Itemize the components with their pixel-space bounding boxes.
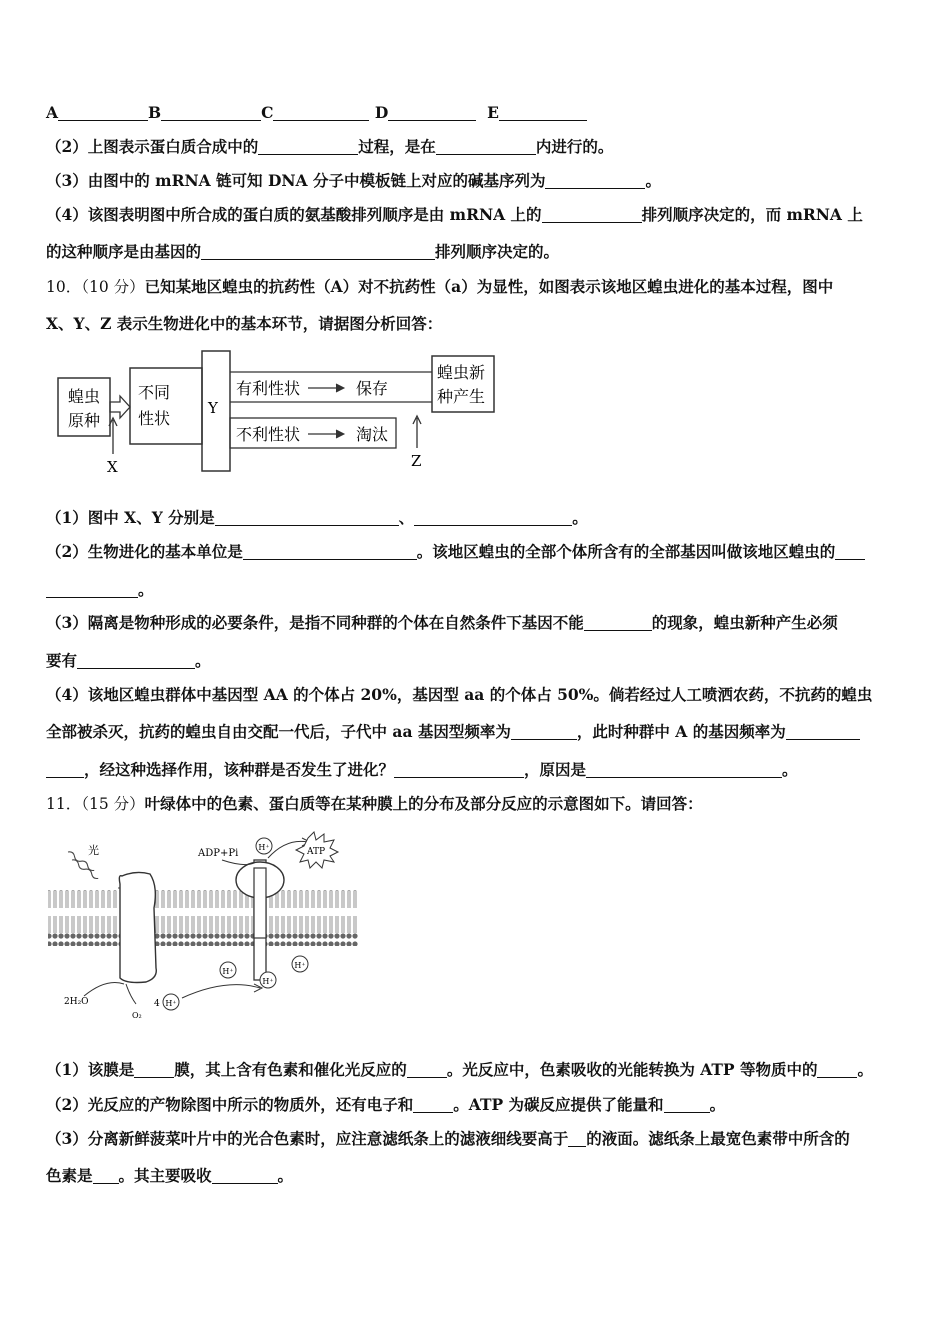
hollow-arrow-icon bbox=[110, 396, 130, 418]
answer-blank[interactable] bbox=[542, 207, 642, 223]
water-label: 2H₂O bbox=[64, 997, 89, 1007]
q10-stem bbox=[46, 277, 833, 297]
text: 过程，是在 bbox=[358, 137, 436, 156]
text: 。 bbox=[645, 171, 661, 190]
q11-part1 bbox=[46, 1060, 873, 1080]
q10-part2 bbox=[46, 542, 865, 562]
blank-label-c: C bbox=[261, 103, 274, 122]
answer-blank[interactable] bbox=[215, 510, 399, 526]
q10-part3-cont bbox=[46, 651, 211, 671]
question-stem: X、Y、Z 表示生物进化中的基本环节，请据图分析回答： bbox=[46, 314, 443, 333]
text: 的这种顺序是由基因的 bbox=[46, 242, 202, 261]
good-trait-label: 有利性状 bbox=[236, 379, 301, 398]
answer-blank[interactable] bbox=[407, 1062, 447, 1078]
text: 。 bbox=[857, 1060, 873, 1079]
answer-blank[interactable] bbox=[499, 105, 587, 121]
text: （1）该膜是 bbox=[46, 1060, 135, 1079]
answer-blank[interactable] bbox=[243, 544, 417, 560]
new-species-label-1: 蝗虫新 bbox=[437, 363, 486, 382]
label-x: X bbox=[107, 458, 118, 476]
text: 全部被杀灭，抗药的蝗虫自由交配一代后，子代中 aa 基因型频率为 bbox=[46, 722, 511, 741]
q11-part2 bbox=[46, 1095, 725, 1115]
text: 。ATP 为碳反应提供了能量和 bbox=[453, 1095, 664, 1114]
text: 。 bbox=[572, 508, 588, 527]
evolution-process-diagram bbox=[50, 346, 510, 476]
text: 。 bbox=[277, 1166, 294, 1185]
answer-blank[interactable] bbox=[568, 1131, 586, 1147]
text: 内进行的。 bbox=[535, 137, 614, 156]
q9-part4-cont bbox=[46, 242, 559, 262]
q11-part3 bbox=[46, 1129, 850, 1149]
text: （2）光反应的产物除图中所示的物质外，还有电子和 bbox=[46, 1095, 414, 1114]
answer-blank[interactable] bbox=[394, 762, 524, 778]
text: 。其主要吸收 bbox=[118, 1166, 212, 1185]
text: 。 bbox=[195, 651, 211, 670]
question-stem: 已知某地区蝗虫的抗药性（A）对不抗药性（a）为显性，如图表示该地区蝗虫进化的基本过程，图中 bbox=[144, 277, 834, 296]
q10-part3 bbox=[46, 613, 838, 633]
text: 的现象，蝗虫新种产生必须 bbox=[651, 613, 838, 632]
traits-box-label-2: 性状 bbox=[138, 409, 171, 428]
proton-label: H⁺ bbox=[165, 999, 177, 1008]
q9-part3 bbox=[46, 171, 661, 191]
text: 的液面。滤纸条上最宽色素带中所含的 bbox=[586, 1129, 850, 1148]
answer-blank[interactable] bbox=[414, 510, 572, 526]
text: ，原因是 bbox=[524, 760, 587, 779]
text: （4）该地区蝗虫群体中基因型 AA 的个体占 20%，基因型 aa 的个体占 50%。倘若经过人工喷洒农药，不抗药的蝗虫 bbox=[46, 685, 873, 704]
label-z: Z bbox=[411, 452, 422, 470]
answer-blank[interactable] bbox=[511, 724, 577, 740]
blank-label-a: A bbox=[46, 103, 59, 122]
text: （3）隔离是物种形成的必要条件，是指不同种群的个体在自然条件下基因不能 bbox=[46, 613, 584, 632]
oxygen-label: O₂ bbox=[132, 1011, 142, 1020]
answer-blank[interactable] bbox=[201, 244, 435, 260]
answer-blank[interactable] bbox=[273, 105, 369, 121]
q9-blanks-row bbox=[46, 103, 587, 123]
text: 。 bbox=[138, 580, 154, 599]
text: 。该地区蝗虫的全部个体所含有的全部基因叫做该地区蝗虫的 bbox=[416, 542, 836, 561]
keep-label: 保存 bbox=[356, 379, 389, 398]
question-number: 10． bbox=[46, 278, 82, 296]
q11-part3-cont bbox=[46, 1166, 293, 1186]
origin-box-label-2: 原种 bbox=[67, 411, 101, 430]
proton-count-label: 4 bbox=[154, 999, 160, 1009]
text: 。 bbox=[709, 1095, 726, 1114]
text: 。光反应中，色素吸收的光能转换为 ATP 等物质中的 bbox=[446, 1060, 818, 1079]
answer-blank[interactable] bbox=[835, 544, 865, 560]
text: 色素是 bbox=[46, 1166, 93, 1185]
answer-blank[interactable] bbox=[258, 139, 358, 155]
text: 。 bbox=[782, 760, 798, 779]
q9-part4 bbox=[46, 205, 863, 225]
text: 、 bbox=[398, 508, 415, 527]
new-species-label-2: 种产生 bbox=[437, 387, 486, 406]
label-y: Y bbox=[208, 399, 218, 417]
origin-box-label-1: 蝗虫 bbox=[67, 387, 101, 406]
text: 膜，其上含有色素和催化光反应的 bbox=[174, 1060, 407, 1079]
question-number: 11． bbox=[46, 795, 82, 813]
text: （4）该图表明图中所合成的蛋白质的氨基酸排列顺序是由 mRNA 上的 bbox=[46, 205, 542, 224]
text: ，经这种选择作用，该种群是否发生了进化？ bbox=[84, 760, 395, 779]
answer-blank[interactable] bbox=[58, 105, 148, 121]
light-label: 光 bbox=[88, 844, 99, 857]
question-score: （10 分） bbox=[81, 278, 145, 296]
answer-blank[interactable] bbox=[46, 762, 84, 778]
proton-label: H⁺ bbox=[222, 967, 234, 976]
lipid-bilayer bbox=[48, 890, 358, 946]
q10-part1 bbox=[46, 508, 588, 528]
text: 排列顺序决定的。 bbox=[435, 242, 560, 261]
evolution-diagram-svg bbox=[50, 346, 510, 476]
traits-box-label-1: 不同 bbox=[138, 383, 171, 402]
atp-label: ATP bbox=[306, 847, 326, 857]
q9-part2 bbox=[46, 137, 613, 157]
proton-label: H⁺ bbox=[294, 961, 306, 970]
text: （3）分离新鲜菠菜叶片中的光合色素时，应注意滤纸条上的滤液细线要高于 bbox=[46, 1129, 569, 1148]
answer-blank[interactable] bbox=[664, 1097, 710, 1113]
q10-stem-cont bbox=[46, 314, 442, 334]
blank-label-d: D bbox=[374, 103, 389, 122]
membrane-diagram-svg bbox=[46, 828, 366, 1023]
traits-box bbox=[130, 368, 202, 444]
answer-blank[interactable] bbox=[413, 1097, 453, 1113]
thylakoid-membrane-diagram bbox=[46, 828, 366, 1023]
proton-label: H⁺ bbox=[262, 977, 274, 986]
answer-blank[interactable] bbox=[46, 582, 138, 598]
answer-blank[interactable] bbox=[817, 1062, 857, 1078]
q10-part4-cont2 bbox=[46, 760, 798, 780]
adp-label: ADP+Pi bbox=[198, 848, 239, 859]
blank-label-e: E bbox=[487, 103, 499, 122]
answer-blank[interactable] bbox=[212, 1168, 278, 1184]
q10-part4-cont1 bbox=[46, 722, 860, 742]
blank-label-b: B bbox=[148, 103, 162, 122]
q10-part4 bbox=[46, 685, 872, 705]
answer-blank[interactable] bbox=[134, 1062, 174, 1078]
eliminate-label: 淘汰 bbox=[356, 425, 389, 444]
answer-blank[interactable] bbox=[586, 762, 782, 778]
text: （1）图中 X、Y 分别是 bbox=[46, 508, 215, 527]
text: 排列顺序决定的，而 mRNA 上 bbox=[641, 205, 863, 224]
answer-blank[interactable] bbox=[436, 139, 536, 155]
answer-blank[interactable] bbox=[161, 105, 261, 121]
photosystem-protein bbox=[119, 872, 156, 982]
text: 要有 bbox=[46, 651, 78, 670]
answer-blank[interactable] bbox=[77, 653, 195, 669]
text: ，此时种群中 A 的基因频率为 bbox=[576, 722, 786, 741]
answer-blank[interactable] bbox=[545, 173, 645, 189]
answer-blank[interactable] bbox=[584, 615, 652, 631]
bad-trait-label: 不利性状 bbox=[236, 425, 301, 444]
question-score: （15 分） bbox=[81, 795, 145, 813]
answer-blank[interactable] bbox=[388, 105, 476, 121]
answer-blank[interactable] bbox=[786, 724, 860, 740]
answer-blank[interactable] bbox=[93, 1168, 119, 1184]
text: （2）生物进化的基本单位是 bbox=[46, 542, 243, 561]
q10-part2-cont bbox=[46, 580, 154, 600]
question-stem: 叶绿体中的色素、蛋白质等在某种膜上的分布及部分反应的示意图如下。请回答： bbox=[144, 794, 703, 813]
text: （3）由图中的 mRNA 链可知 DNA 分子中模板链上对应的碱基序列为 bbox=[46, 171, 546, 190]
text: （2）上图表示蛋白质合成中的 bbox=[46, 137, 259, 156]
q11-stem bbox=[46, 794, 703, 814]
proton-label: H⁺ bbox=[258, 843, 270, 852]
